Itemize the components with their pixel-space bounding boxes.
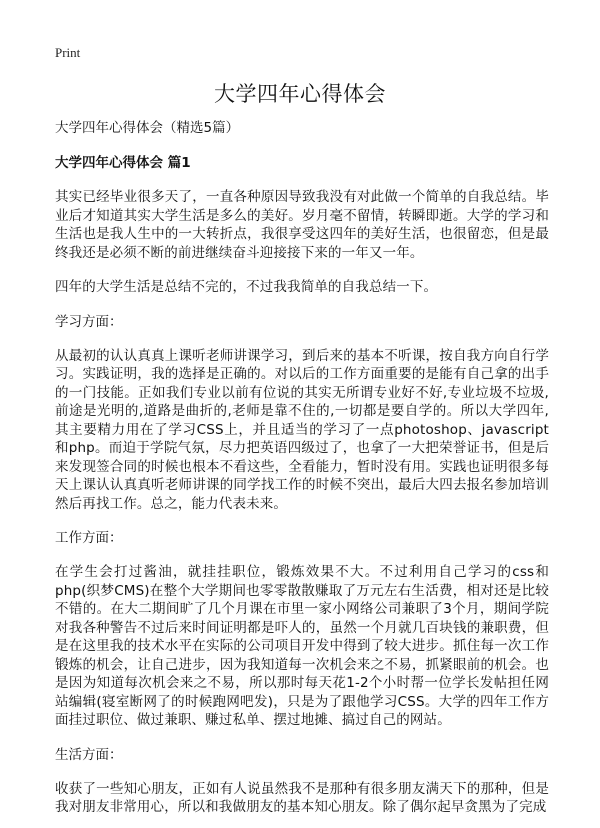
document-body — [55, 120, 549, 828]
page-title: 大学四年心得体会 — [214, 82, 386, 106]
section-heading: 大学四年心得体会 篇1 — [55, 155, 191, 171]
label-work: 工作方面： — [55, 530, 123, 546]
document-subtitle: 大学四年心得体会（精选5篇） — [55, 120, 240, 136]
paragraph-work: 在学生会打过酱油，就挂挂职位，锻炼效果不大。不过利用自己学习的css和php(织梦CMS)在整个大学期间也零零散散赚取了万元左右生活费，相对还是比较不错的。在大二期间旷了几个月课在市里一家小网络公司兼职了3个月，期间学院对我各种警告不过后来时间证明都是吓人的，虽然一个月就几百块钱的兼职费，但是在这里我的技术水平在实际的公司项目开发中得到了较大进步。抓住每一次工作锻炼的机会，让自己进步，因为我知道每一次机会来之不易，抓紧眼前的机会。也是因为知道每次机会来之不易，所以那时每天花1-2个小时帮一位学长发帖担任网站编辑(寝室断网了的时候跑网吧发)，只是为了跟他学习CSS。大学的四年工作方面挂过职位、做过兼职、赚过私单、摆过地摊、搞过自己的网站。 — [55, 564, 549, 728]
paragraph-life: 收获了一些知心朋友，正如有人说虽然我不是那种有很多朋友满天下的那种，但是我对朋友非常用心，所以和我做朋友的基本知心朋友。除了偶尔起早贪黑为了完成 — [55, 780, 549, 815]
paragraph-summary-lead: 四年的大学生活是总结不完的，不过我我简单的自我总结一下。 — [55, 279, 438, 295]
paragraph-intro: 其实已经毕业很多天了，一直各种原因导致我没有对此做一个简单的自我总结。毕业后才知道其实大学生活是多么的美好。岁月毫不留情，转瞬即逝。大学的学习和生活也是我人生中的一大转折点，我很享受这四年的美好生活，也很留恋，但是最终我还是必须不断的前进继续奋斗迎接接下来的一年又一年。 — [55, 189, 549, 261]
label-study: 学习方面： — [55, 313, 123, 330]
paragraph-study: 从最初的认认真真上课听老师讲课学习，到后来的基本不听课，按自我方向自行学习。实践证明，我的选择是正确的。对以后的工作方面重要的是能有自己拿的出手的一门技能。正如我们专业以前有位说的其实无所谓专业好不好,专业垃圾不垃圾,前途是光明的,道路是曲折的,老师是靠不住的,一切都是要自学的。所以大学四年,其主要精力用在了学习CSS上，并且适当的学习了一点photoshop、javascript和php。而迫于学院气氛，尽力把英语四级过了，也拿了一大把荣誉证书，但是后来发现签合同的时候也根本不看这些，全看能力，暂时没有用。实践也证明很多每天上课认认真真听老师讲课的同学找工作的时候不突出，最后大四去报名参加培训然后再找工作。总之，能力代表未来。 — [55, 347, 549, 512]
label-life: 生活方面： — [55, 746, 123, 763]
print-link[interactable]: Print — [55, 45, 81, 60]
